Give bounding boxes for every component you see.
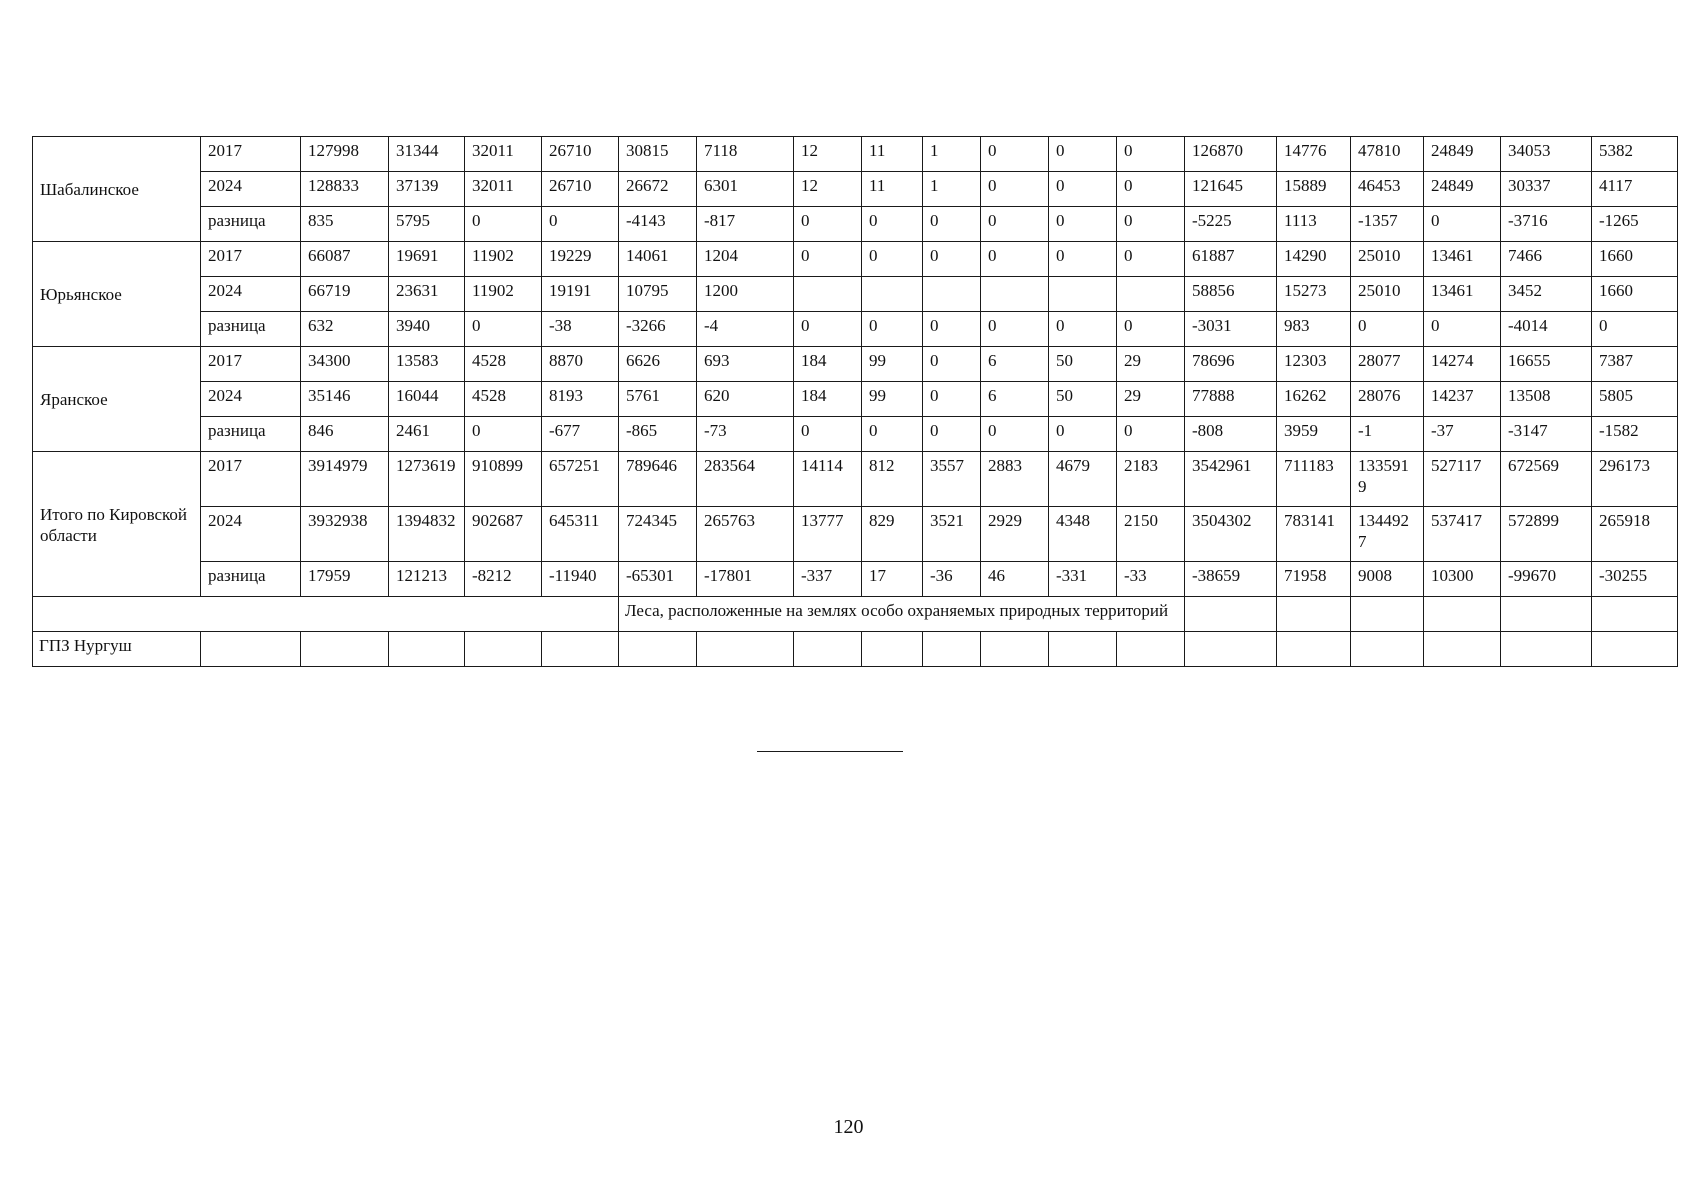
value-cell: 19191 [542, 277, 619, 312]
table-row [33, 347, 1678, 382]
value-cell: 910899 [465, 452, 542, 507]
value-cell: 66087 [301, 242, 389, 277]
empty-cell [1592, 632, 1678, 667]
value-cell: 128833 [301, 172, 389, 207]
value-cell: 5761 [619, 382, 697, 417]
value-cell: 0 [794, 417, 862, 452]
value-cell: 25010 [1351, 277, 1424, 312]
value-cell: 11 [862, 137, 923, 172]
value-cell: -331 [1049, 562, 1117, 597]
value-cell: 829 [862, 507, 923, 562]
value-cell: 0 [1351, 312, 1424, 347]
empty-cell [1351, 632, 1424, 667]
period-cell: 2017 [201, 452, 301, 507]
region-name-cell: Итого по Кировской области [33, 452, 201, 597]
value-cell: 0 [862, 312, 923, 347]
value-cell: 4528 [465, 382, 542, 417]
value-cell: 78696 [1185, 347, 1277, 382]
value-cell: 983 [1277, 312, 1351, 347]
value-cell: -1357 [1351, 207, 1424, 242]
value-cell: -3031 [1185, 312, 1277, 347]
value-cell: 3932938 [301, 507, 389, 562]
value-cell: 0 [465, 312, 542, 347]
value-cell: -11940 [542, 562, 619, 597]
period-cell: 2024 [201, 382, 301, 417]
value-cell: 2883 [981, 452, 1049, 507]
value-cell: 0 [923, 347, 981, 382]
value-cell: 14061 [619, 242, 697, 277]
value-cell: 1660 [1592, 277, 1678, 312]
table-row [33, 277, 1678, 312]
value-cell: 16044 [389, 382, 465, 417]
page-number: 120 [833, 1116, 864, 1138]
value-cell: 0 [981, 172, 1049, 207]
value-cell: 184 [794, 382, 862, 417]
empty-cell [465, 632, 542, 667]
value-cell: 13583 [389, 347, 465, 382]
value-cell: -33 [1117, 562, 1185, 597]
table-row [33, 137, 1678, 172]
value-cell: -808 [1185, 417, 1277, 452]
value-cell: 1660 [1592, 242, 1678, 277]
value-cell: -38659 [1185, 562, 1277, 597]
value-cell: 14776 [1277, 137, 1351, 172]
period-cell: 2024 [201, 507, 301, 562]
value-cell: 16655 [1501, 347, 1592, 382]
value-cell: 0 [923, 417, 981, 452]
value-cell: 11902 [465, 242, 542, 277]
value-cell: 265918 [1592, 507, 1678, 562]
period-cell: 2024 [201, 172, 301, 207]
value-cell: 10300 [1424, 562, 1501, 597]
empty-cell [1277, 597, 1351, 632]
value-cell: -1582 [1592, 417, 1678, 452]
value-cell: 30337 [1501, 172, 1592, 207]
value-cell: 15273 [1277, 277, 1351, 312]
value-cell: 24849 [1424, 137, 1501, 172]
value-cell: 2150 [1117, 507, 1185, 562]
value-cell: 0 [981, 312, 1049, 347]
value-cell: 0 [923, 382, 981, 417]
value-cell: -65301 [619, 562, 697, 597]
value-cell: 46453 [1351, 172, 1424, 207]
value-cell: 12303 [1277, 347, 1351, 382]
value-cell: 6626 [619, 347, 697, 382]
value-cell: 0 [542, 207, 619, 242]
value-cell: 0 [923, 242, 981, 277]
empty-cell [33, 597, 619, 632]
value-cell: 14290 [1277, 242, 1351, 277]
value-cell: 0 [923, 312, 981, 347]
value-cell: 32011 [465, 137, 542, 172]
value-cell: 14114 [794, 452, 862, 507]
value-cell: 47810 [1351, 137, 1424, 172]
value-cell: -677 [542, 417, 619, 452]
empty-cell [981, 632, 1049, 667]
empty-cell [1351, 597, 1424, 632]
value-cell: 0 [794, 312, 862, 347]
signature-line [757, 751, 903, 752]
value-cell [862, 277, 923, 312]
empty-cell [1592, 597, 1678, 632]
period-cell: 2017 [201, 347, 301, 382]
value-cell: 0 [1117, 172, 1185, 207]
section-row [33, 597, 1678, 632]
value-cell: 31344 [389, 137, 465, 172]
value-cell: 0 [1117, 312, 1185, 347]
value-cell: 0 [1049, 242, 1117, 277]
value-cell: 35146 [301, 382, 389, 417]
value-cell: 1394832 [389, 507, 465, 562]
empty-cell [1185, 597, 1277, 632]
value-cell: 296173 [1592, 452, 1678, 507]
value-cell: 2929 [981, 507, 1049, 562]
table-row [33, 172, 1678, 207]
value-cell: 632 [301, 312, 389, 347]
value-cell [794, 277, 862, 312]
value-cell: -73 [697, 417, 794, 452]
value-cell: 1335919 [1351, 452, 1424, 507]
empty-cell [1501, 632, 1592, 667]
value-cell: 25010 [1351, 242, 1424, 277]
value-cell: -3716 [1501, 207, 1592, 242]
value-cell: -865 [619, 417, 697, 452]
value-cell: 711183 [1277, 452, 1351, 507]
value-cell: 835 [301, 207, 389, 242]
value-cell: 0 [1424, 312, 1501, 347]
value-cell: 0 [923, 207, 981, 242]
value-cell: -38 [542, 312, 619, 347]
value-cell: 46 [981, 562, 1049, 597]
value-cell: 1 [923, 137, 981, 172]
empty-cell [201, 632, 301, 667]
value-cell [1117, 277, 1185, 312]
value-cell: -1265 [1592, 207, 1678, 242]
value-cell: 283564 [697, 452, 794, 507]
value-cell: 0 [862, 242, 923, 277]
value-cell: 26710 [542, 137, 619, 172]
value-cell: 13461 [1424, 277, 1501, 312]
empty-cell [1277, 632, 1351, 667]
table-row [33, 452, 1678, 507]
value-cell: 99 [862, 382, 923, 417]
value-cell: 50 [1049, 382, 1117, 417]
value-cell: 5382 [1592, 137, 1678, 172]
value-cell: 846 [301, 417, 389, 452]
value-cell: 4117 [1592, 172, 1678, 207]
value-cell: 3521 [923, 507, 981, 562]
value-cell: 0 [1049, 312, 1117, 347]
forest-data-table [32, 136, 1678, 667]
value-cell: 14274 [1424, 347, 1501, 382]
table-row [33, 242, 1678, 277]
value-cell: 2461 [389, 417, 465, 452]
value-cell: 672569 [1501, 452, 1592, 507]
value-cell: 121213 [389, 562, 465, 597]
value-cell: 902687 [465, 507, 542, 562]
value-cell: 0 [862, 417, 923, 452]
value-cell: 4348 [1049, 507, 1117, 562]
value-cell: 30815 [619, 137, 697, 172]
value-cell: 0 [1117, 137, 1185, 172]
value-cell: 127998 [301, 137, 389, 172]
value-cell: 0 [981, 417, 1049, 452]
value-cell: 17959 [301, 562, 389, 597]
value-cell: 29 [1117, 347, 1185, 382]
empty-cell [794, 632, 862, 667]
value-cell: 3452 [1501, 277, 1592, 312]
value-cell: 0 [1049, 137, 1117, 172]
period-cell: 2017 [201, 137, 301, 172]
value-cell: 24849 [1424, 172, 1501, 207]
period-cell: 2017 [201, 242, 301, 277]
value-cell: 265763 [697, 507, 794, 562]
empty-cell [697, 632, 794, 667]
value-cell: 537417 [1424, 507, 1501, 562]
value-cell: 14237 [1424, 382, 1501, 417]
value-cell: 34053 [1501, 137, 1592, 172]
section-title: Леса, расположенные на землях особо охраняемых природных территорий [619, 597, 1185, 632]
value-cell: 0 [1117, 242, 1185, 277]
value-cell: -4014 [1501, 312, 1592, 347]
value-cell: -5225 [1185, 207, 1277, 242]
value-cell: 657251 [542, 452, 619, 507]
value-cell: 6301 [697, 172, 794, 207]
value-cell: 50 [1049, 347, 1117, 382]
table-row [33, 382, 1678, 417]
value-cell: 5795 [389, 207, 465, 242]
value-cell: 4528 [465, 347, 542, 382]
value-cell: 3914979 [301, 452, 389, 507]
value-cell: 620 [697, 382, 794, 417]
period-cell: разница [201, 312, 301, 347]
value-cell: 812 [862, 452, 923, 507]
value-cell: 527117 [1424, 452, 1501, 507]
table-row [33, 312, 1678, 347]
value-cell: 0 [1117, 417, 1185, 452]
value-cell: 6 [981, 382, 1049, 417]
empty-cell [1424, 597, 1501, 632]
value-cell: 11 [862, 172, 923, 207]
value-cell: 7466 [1501, 242, 1592, 277]
value-cell: -3147 [1501, 417, 1592, 452]
value-cell: 0 [981, 207, 1049, 242]
value-cell: 783141 [1277, 507, 1351, 562]
value-cell: 8870 [542, 347, 619, 382]
period-cell: разница [201, 417, 301, 452]
value-cell: 0 [465, 207, 542, 242]
value-cell: 28076 [1351, 382, 1424, 417]
value-cell: 0 [465, 417, 542, 452]
region-name-cell: Юрьянское [33, 242, 201, 347]
value-cell: 1273619 [389, 452, 465, 507]
value-cell: 16262 [1277, 382, 1351, 417]
value-cell: 3557 [923, 452, 981, 507]
value-cell: 1113 [1277, 207, 1351, 242]
value-cell: 9008 [1351, 562, 1424, 597]
value-cell: -99670 [1501, 562, 1592, 597]
empty-cell [862, 632, 923, 667]
table-row [33, 507, 1678, 562]
value-cell [923, 277, 981, 312]
value-cell: 0 [981, 242, 1049, 277]
region-name-cell: Яранское [33, 347, 201, 452]
value-cell: 28077 [1351, 347, 1424, 382]
value-cell: 0 [1049, 172, 1117, 207]
value-cell: 12 [794, 172, 862, 207]
table-row [33, 207, 1678, 242]
value-cell: -36 [923, 562, 981, 597]
value-cell: -17801 [697, 562, 794, 597]
value-cell: 23631 [389, 277, 465, 312]
value-cell: 29 [1117, 382, 1185, 417]
value-cell: -3266 [619, 312, 697, 347]
value-cell: 184 [794, 347, 862, 382]
value-cell: -8212 [465, 562, 542, 597]
period-cell: разница [201, 562, 301, 597]
value-cell: 572899 [1501, 507, 1592, 562]
value-cell: 77888 [1185, 382, 1277, 417]
value-cell: 0 [862, 207, 923, 242]
region-name-cell: ГПЗ Нургуш [33, 632, 201, 667]
value-cell: 1200 [697, 277, 794, 312]
empty-cell [389, 632, 465, 667]
empty-cell [923, 632, 981, 667]
value-cell: 6 [981, 347, 1049, 382]
value-cell: 37139 [389, 172, 465, 207]
value-cell: 8193 [542, 382, 619, 417]
value-cell: 34300 [301, 347, 389, 382]
empty-cell [619, 632, 697, 667]
value-cell: 4679 [1049, 452, 1117, 507]
value-cell: 693 [697, 347, 794, 382]
value-cell: 12 [794, 137, 862, 172]
value-cell: 3959 [1277, 417, 1351, 452]
value-cell: 0 [794, 242, 862, 277]
value-cell: 26672 [619, 172, 697, 207]
value-cell: -337 [794, 562, 862, 597]
value-cell [1049, 277, 1117, 312]
region-name-cell: Шабалинское [33, 137, 201, 242]
value-cell: -1 [1351, 417, 1424, 452]
value-cell: 2183 [1117, 452, 1185, 507]
value-cell: 7387 [1592, 347, 1678, 382]
value-cell: 71958 [1277, 562, 1351, 597]
value-cell: 126870 [1185, 137, 1277, 172]
empty-cell [1049, 632, 1117, 667]
value-cell: 724345 [619, 507, 697, 562]
value-cell: 19229 [542, 242, 619, 277]
empty-cell [1117, 632, 1185, 667]
empty-cell [1424, 632, 1501, 667]
period-cell: разница [201, 207, 301, 242]
empty-cell [1185, 632, 1277, 667]
value-cell: 1 [923, 172, 981, 207]
value-cell: 0 [1117, 207, 1185, 242]
value-cell: 15889 [1277, 172, 1351, 207]
value-cell: 99 [862, 347, 923, 382]
value-cell: -4 [697, 312, 794, 347]
value-cell: -4143 [619, 207, 697, 242]
value-cell: 3504302 [1185, 507, 1277, 562]
value-cell: 58856 [1185, 277, 1277, 312]
value-cell: 1344927 [1351, 507, 1424, 562]
value-cell: 0 [794, 207, 862, 242]
value-cell: 789646 [619, 452, 697, 507]
value-cell: 0 [1592, 312, 1678, 347]
value-cell: 11902 [465, 277, 542, 312]
table-body [33, 137, 1678, 667]
value-cell: 32011 [465, 172, 542, 207]
value-cell: 17 [862, 562, 923, 597]
value-cell: 13508 [1501, 382, 1592, 417]
value-cell: -30255 [1592, 562, 1678, 597]
value-cell: 19691 [389, 242, 465, 277]
value-cell: 26710 [542, 172, 619, 207]
value-cell: 5805 [1592, 382, 1678, 417]
value-cell [981, 277, 1049, 312]
empty-cell [301, 632, 389, 667]
value-cell: 645311 [542, 507, 619, 562]
empty-cell [542, 632, 619, 667]
value-cell: 0 [1049, 417, 1117, 452]
value-cell: 1204 [697, 242, 794, 277]
empty-cell [1501, 597, 1592, 632]
value-cell: 3542961 [1185, 452, 1277, 507]
value-cell: 10795 [619, 277, 697, 312]
value-cell: 0 [981, 137, 1049, 172]
value-cell: 0 [1424, 207, 1501, 242]
value-cell: 3940 [389, 312, 465, 347]
value-cell: -37 [1424, 417, 1501, 452]
value-cell: 13777 [794, 507, 862, 562]
value-cell: 121645 [1185, 172, 1277, 207]
table-row [33, 562, 1678, 597]
value-cell: 7118 [697, 137, 794, 172]
table-row [33, 632, 1678, 667]
table-row [33, 417, 1678, 452]
value-cell: 13461 [1424, 242, 1501, 277]
value-cell: 0 [1049, 207, 1117, 242]
value-cell: -817 [697, 207, 794, 242]
period-cell: 2024 [201, 277, 301, 312]
value-cell: 61887 [1185, 242, 1277, 277]
value-cell: 66719 [301, 277, 389, 312]
